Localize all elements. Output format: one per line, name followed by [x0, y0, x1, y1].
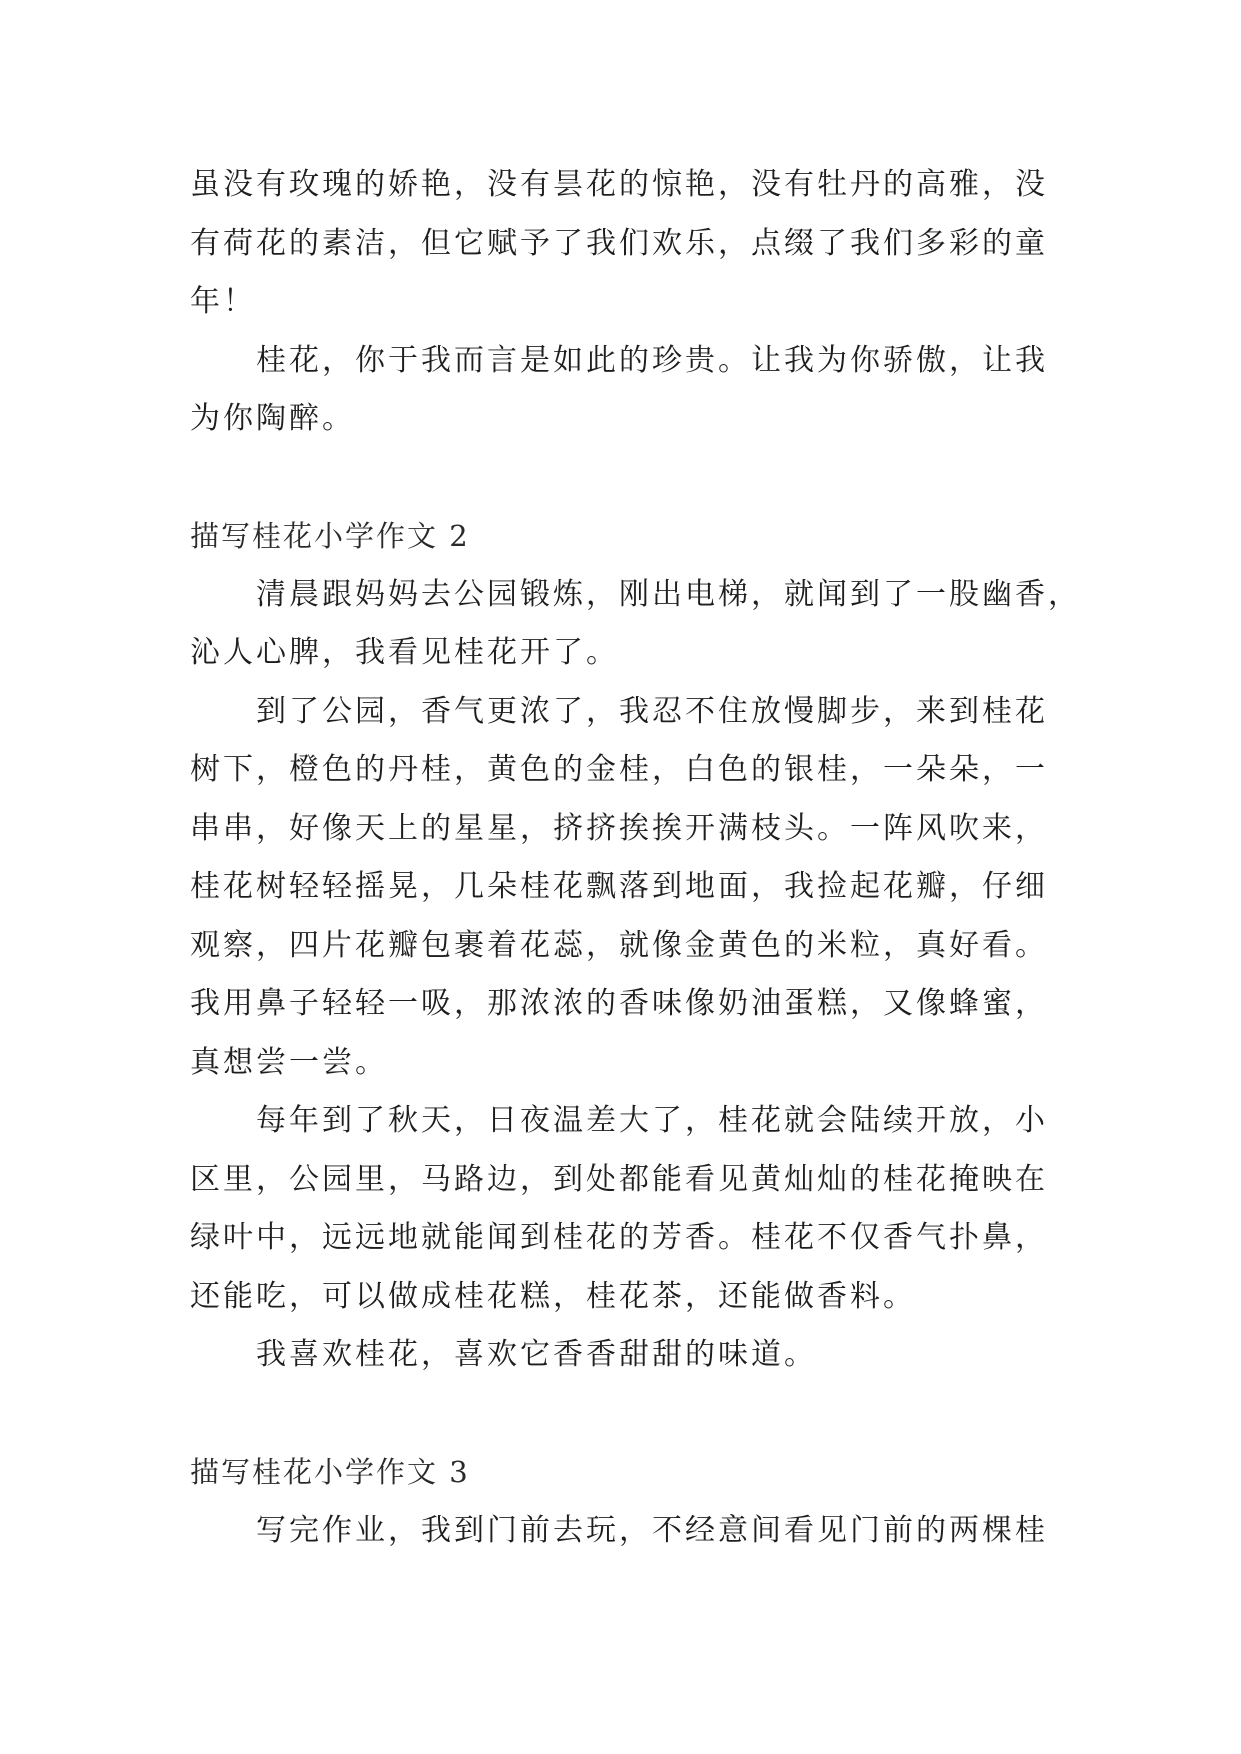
text-line: 区里，公园里，马路边，到处都能看见黄灿灿的桂花掩映在 — [190, 1161, 1048, 1197]
text-line: 虽没有玫瑰的娇艳，没有昙花的惊艳，没有牡丹的高雅，没 — [190, 167, 1048, 202]
text-line: 真想尝一尝。 — [190, 1044, 388, 1080]
text-line: 有荷花的素洁，但它赋予了我们欢乐，点缀了我们多彩的童 — [190, 225, 1048, 261]
section-spacer — [190, 449, 1090, 508]
paragraph — [190, 566, 1090, 683]
text-line: 年！ — [190, 284, 256, 319]
text-line: 为你陶醉。 — [190, 401, 355, 436]
paragraph — [190, 1502, 1090, 1561]
text-line: 每年到了秋天，日夜温差大了，桂花就会陆续开放，小 — [256, 1103, 1048, 1138]
text-line: 清晨跟妈妈去公园锻炼，刚出电梯，就闻到了一股幽香， — [256, 576, 1081, 612]
paragraph — [190, 683, 1090, 1093]
text-line: 观察，四片花瓣包裹着花蕊，就像金黄色的米粒，真好看。 — [190, 927, 1048, 963]
text-line: 到了公园，香气更浓了，我忍不住放慢脚步，来到桂花 — [256, 693, 1048, 729]
paragraph — [190, 1326, 1090, 1385]
section-heading: 描写桂花小学作文 3 — [190, 1455, 470, 1489]
paragraph — [190, 156, 1090, 332]
text-line: 串串，好像天上的星星，挤挤挨挨开满枝头。一阵风吹来， — [190, 810, 1048, 846]
text-line: 我用鼻子轻轻一吸，那浓浓的香味像奶油蛋糕，又像蜂蜜， — [190, 986, 1048, 1021]
text-line: 沁人心脾，我看见桂花开了。 — [190, 635, 619, 670]
text-line: 绿叶中，远远地就能闻到桂花的芳香。桂花不仅香气扑鼻， — [190, 1220, 1048, 1255]
text-line: 写完作业，我到门前去玩，不经意间看见门前的两棵桂 — [256, 1512, 1048, 1548]
section-spacer — [190, 1385, 1090, 1444]
text-line: 还能吃，可以做成桂花糕，桂花茶，还能做香料。 — [190, 1278, 916, 1314]
section-heading: 描写桂花小学作文 2 — [190, 519, 470, 553]
text-line: 桂花，你于我而言是如此的珍贵。让我为你骄傲，让我 — [256, 342, 1048, 378]
paragraph — [190, 1092, 1090, 1326]
paragraph — [190, 332, 1090, 449]
text-line: 桂花树轻轻摇晃，几朵桂花飘落到地面，我捡起花瓣，仔细 — [190, 869, 1048, 904]
text-line: 我喜欢桂花，喜欢它香香甜甜的味道。 — [256, 1337, 817, 1372]
text-line: 树下，橙色的丹桂，黄色的金桂，白色的银桂，一朵朵，一 — [190, 752, 1048, 787]
document-page — [190, 156, 1090, 1560]
